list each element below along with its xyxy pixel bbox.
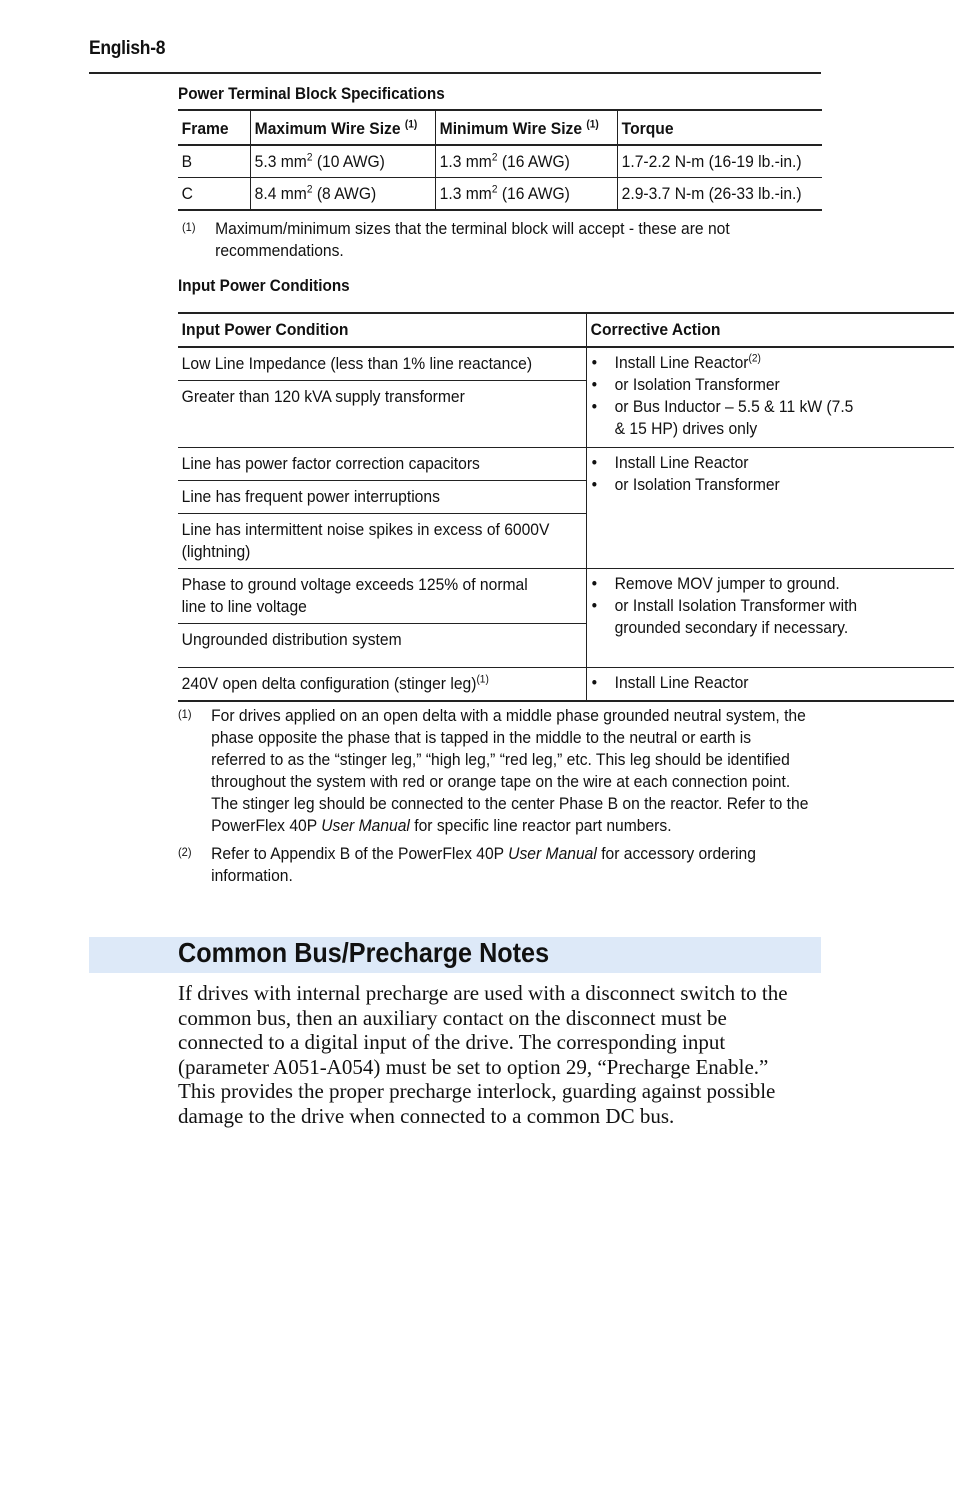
cell-max-wire: 5.3 $mm^2$ (10 AWG) [250,145,436,178]
footnote-mark: (2) [178,845,192,859]
cell-min-wire: 1.3 $mm^2$ (16 AWG) [436,178,618,211]
section-body [178,981,826,1129]
conditions-footnote-2 [178,843,822,889]
condition-cell: Low Line Impedance (less than 1% line reactance) [181,354,533,373]
table-header-row [178,110,822,145]
footnote-mark: (1) [182,220,196,234]
table-row [178,178,822,211]
page-header: English-8 [89,38,166,59]
action-list [587,569,857,643]
terminal-footnote [182,218,771,264]
footnote-ref: (1) [476,673,489,686]
footnote-ref: (1) [404,118,418,131]
header-max-wire: Maximum Wire Size $^{(1)}$ [250,110,436,145]
cell-torque: 1.7-2.2 N-m (16-19 lb.-in.) [618,145,822,178]
cell-torque: 2.9-3.7 N-m (26-33 lb.-in.) [618,178,822,211]
header-frame: Frame [181,119,229,138]
footnote-line: The stinger leg should be connected to the center Phase B on the reactor. Refer to the [211,794,809,813]
footnote-line: PowerFlex 40P User Manual for specific line reactor part numbers. [211,816,672,835]
action-list [587,668,857,698]
footnote-mark: (1) [178,707,192,721]
body-line: This provides the proper precharge interlock, guarding against possible [178,1079,776,1104]
list-item: • or Isolation Transformer [591,474,858,496]
list-item: • or Install Isolation Transformer with grounded secondary if necessary. [591,595,858,639]
section-title: Common Bus/Precharge Notes [178,937,550,968]
footnote-line: Refer to Appendix B of the PowerFlex 40P User Manual for accessory ordering [211,844,756,863]
list-item: • Install Line Reactor [591,672,858,694]
list-item: • Remove MOV jumper to ground. [591,573,858,595]
footnote-line: For drives applied on an open delta with a middle phase grounded neutral system, the [211,706,806,725]
header-condition: Input Power Condition [181,320,349,339]
header-torque: Torque [618,110,822,145]
footnote-ref: (1) [586,118,600,131]
footnote-line: phase opposite the phase that is tapped in the middle to the neutral or earth is [211,728,752,747]
conditions-footnote-1 [178,705,822,841]
cell-min-wire: 1.3 $mm^2$ (16 AWG) [436,145,618,178]
cell-max-wire: 8.4 $mm^2$ (8 AWG) [250,178,436,211]
list-item: • or Bus Inductor – 5.5 & 11 kW (7.5 & 15 HP) drives only [591,396,858,440]
list-item: • Install Line Reactor$^{(2)}$ [591,352,858,374]
body-line: common bus, then an auxiliary contact on the disconnect must be [178,1005,727,1030]
footnote-line: information. [211,866,293,885]
action-list [587,448,857,500]
action-cell [587,347,954,448]
action-cell [587,448,954,569]
condition-cell: Line has intermittent noise spikes in excess of 6000V (lightning) [178,514,587,569]
header-rule [89,72,821,74]
condition-cell: Line has power factor correction capacitors [178,448,587,481]
table-header-row [178,313,954,347]
table-row [178,569,954,624]
input-power-conditions-table [178,312,954,702]
condition-cell: 240V open delta configuration (stinger leg)$^{(1)}$ [178,668,587,702]
body-line: damage to the drive when connected to a common DC bus. [178,1103,675,1128]
table-row [178,448,954,481]
cell-frame: B [181,152,193,171]
body-line: connected to a digital input of the drive. The corresponding input [178,1030,726,1055]
footnote-line: Maximum/minimum sizes that the terminal block will accept - these are not [215,219,730,238]
action-cell [587,668,954,702]
action-list [587,348,857,444]
header-action: Corrective Action [587,313,954,347]
condition-cell: Greater than 120 kVA supply transformer [178,381,587,448]
footnote-line: throughout the system with red or orange tape on the wire at each connection point. [211,772,791,791]
condition-cell: Ungrounded distribution system [178,624,587,668]
action-cell [587,569,954,668]
footnote-line: referred to as the “stinger leg,” “high leg,” “red leg,” etc. This leg should be identified [211,750,790,769]
table-row [178,145,822,178]
body-line: (parameter A051-A054) must be set to option 29, “Precharge Enable.” [178,1054,769,1079]
table-row [178,668,954,702]
list-item: • Install Line Reactor [591,452,858,474]
header-min-wire: Minimum Wire Size $^{(1)}$ [436,110,618,145]
list-item: • or Isolation Transformer [591,374,858,396]
body-line: If drives with internal precharge are used with a disconnect switch to the [178,981,788,1005]
terminal-table-caption: Power Terminal Block Specifications [178,84,445,103]
condition-cell: Line has frequent power interruptions [178,481,587,514]
footnote-line: recommendations. [215,241,344,260]
condition-cell: Phase to ground voltage exceeds 125% of normal line to line voltage [178,569,587,624]
table-row [178,347,954,381]
footnote-ref: (2) [748,352,761,365]
terminal-block-table [178,109,822,211]
cell-frame: C [181,184,193,203]
conditions-table-caption: Input Power Conditions [178,276,350,295]
